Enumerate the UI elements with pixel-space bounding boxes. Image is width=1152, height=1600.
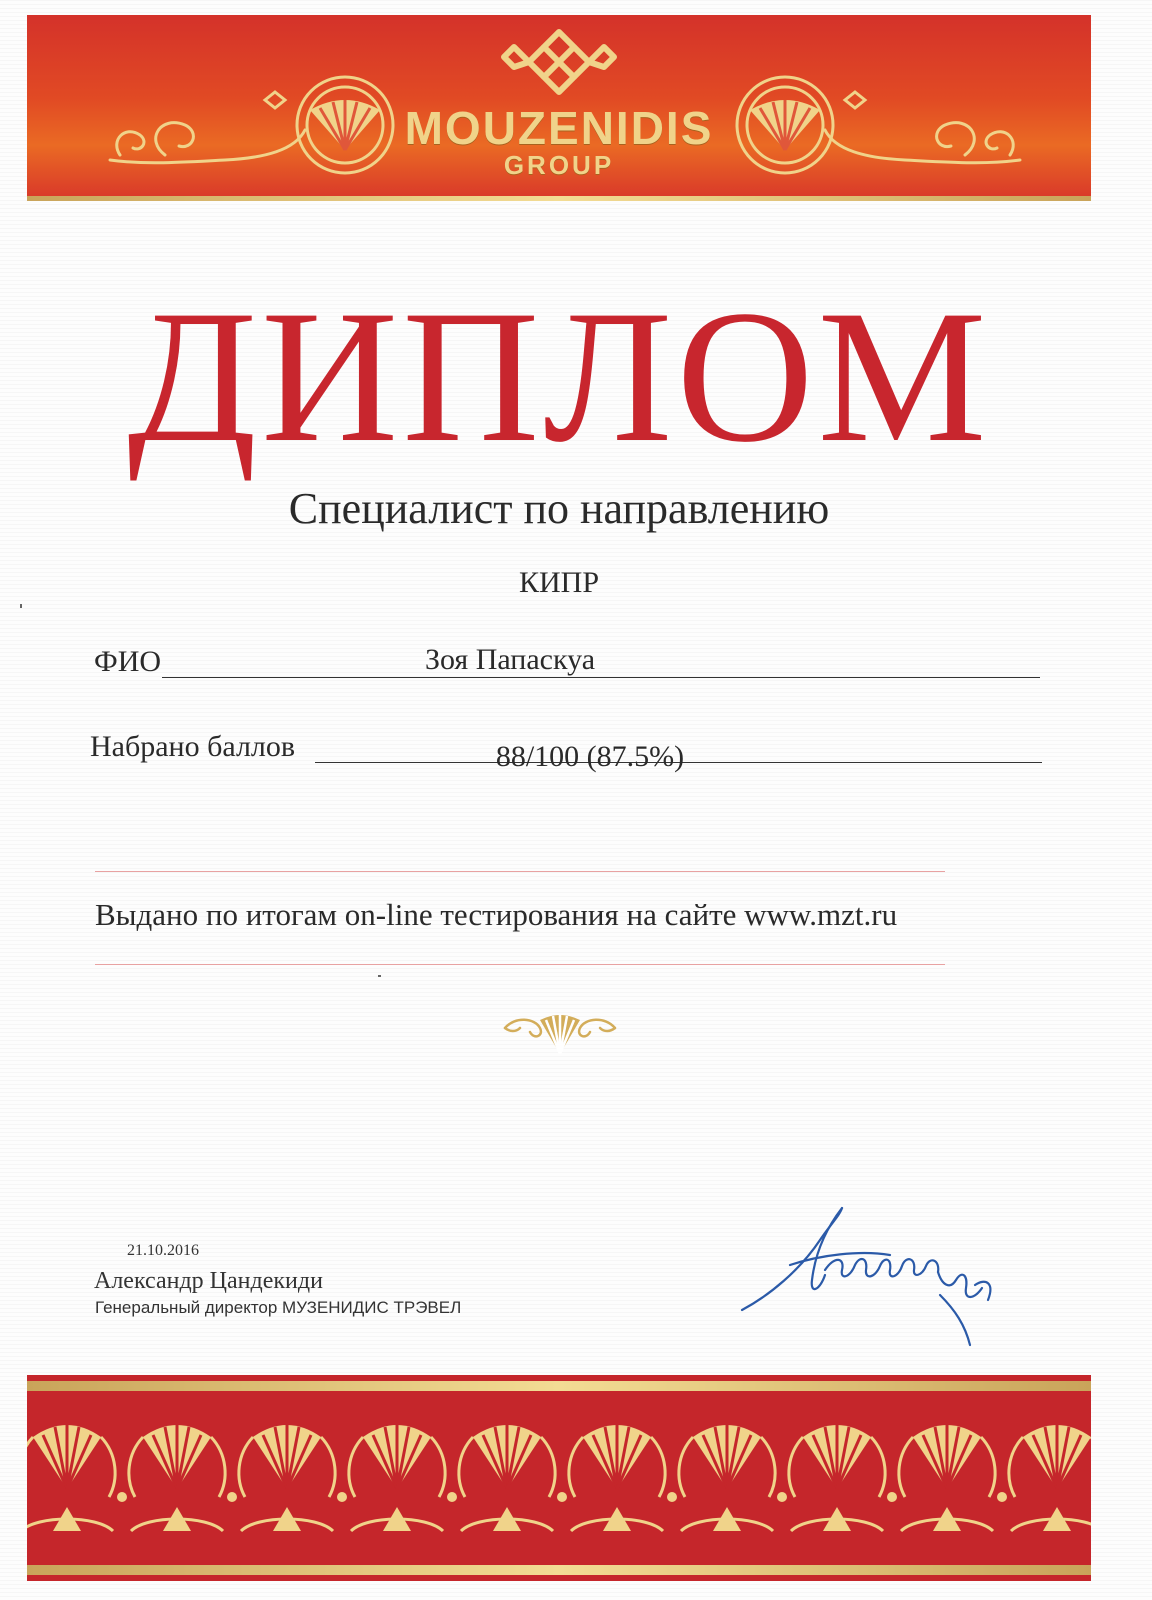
score-value: 88/100 (87.5%) <box>495 740 685 773</box>
brand-sub: GROUP <box>503 150 615 180</box>
right-ornament-icon <box>735 70 1025 185</box>
signature-graphic <box>730 1200 1020 1350</box>
signer-position: Генеральный директор МУЗЕНИДИС ТРЭВЕЛ <box>95 1298 462 1317</box>
footer-band <box>27 1375 1091 1581</box>
diploma-subtitle: Специалист по направлению <box>288 484 830 533</box>
brand-name: MOUZENIDIS <box>404 102 714 154</box>
issued-note: Выдано по итогам on-line тестирования на сайте www.mzt.ru <box>95 897 898 932</box>
scan-speck <box>378 975 381 977</box>
divider-bottom <box>95 964 945 965</box>
palmette-frieze-icon <box>27 1397 1091 1559</box>
diploma-title: ДИПЛОМ <box>127 272 991 482</box>
direction-value: КИПР <box>518 566 600 599</box>
footer-pattern <box>27 1397 1091 1559</box>
left-ornament-icon <box>105 70 395 185</box>
issue-date: 21.10.2016 <box>127 1242 199 1259</box>
palmette-ornament-icon <box>500 1008 620 1058</box>
name-underline <box>162 677 1040 678</box>
name-label: ФИО <box>94 645 162 678</box>
scan-speck <box>20 604 22 608</box>
name-value: Зоя Папаскуа <box>424 643 596 676</box>
signer-name: Александр Цандекиди <box>94 1268 323 1294</box>
score-label: Набрано баллов <box>90 730 296 763</box>
knot-logo-icon <box>500 26 618 98</box>
divider-top <box>95 871 945 872</box>
